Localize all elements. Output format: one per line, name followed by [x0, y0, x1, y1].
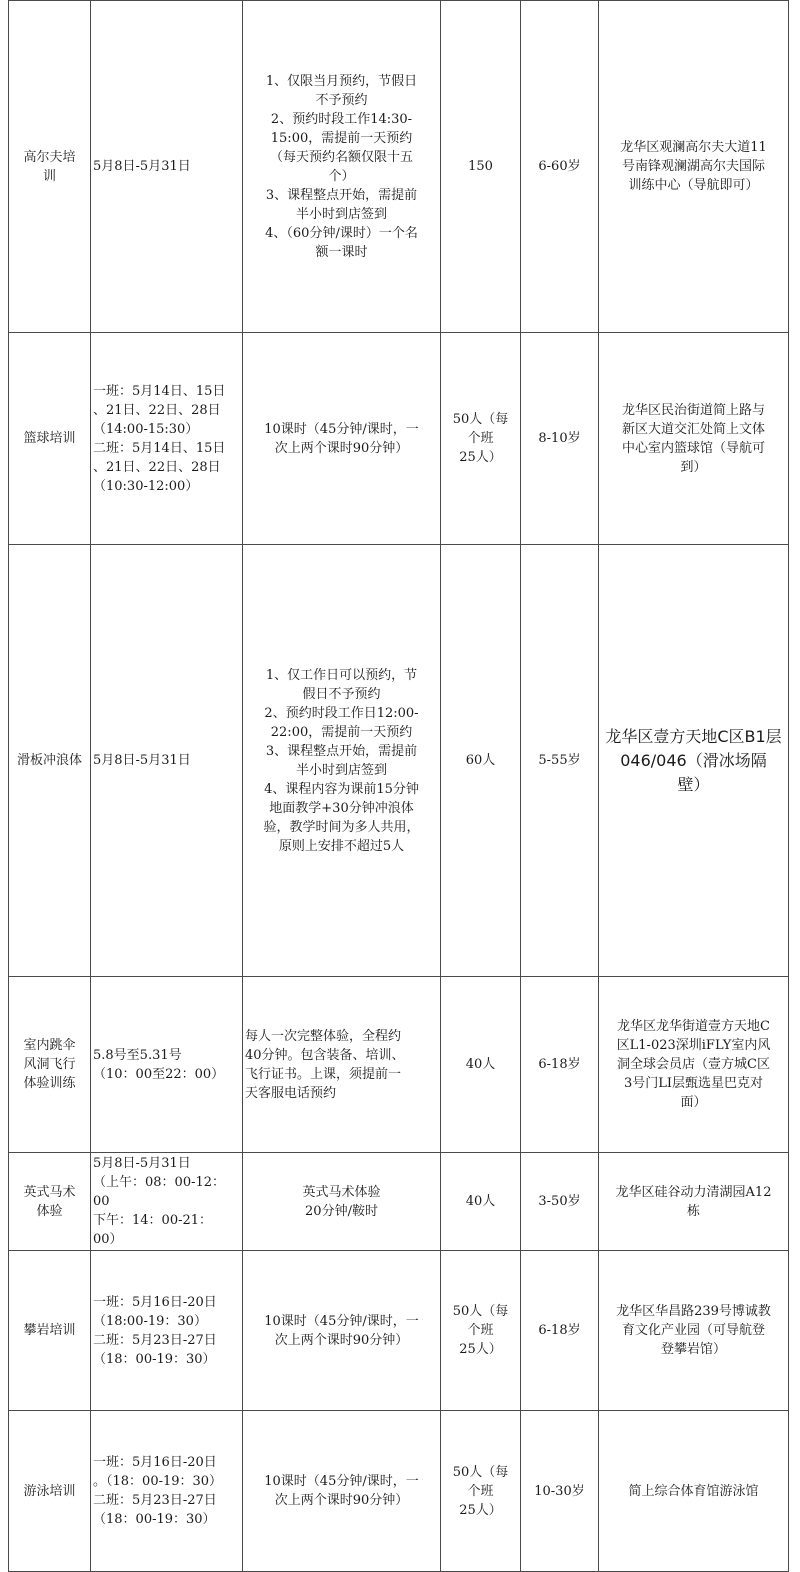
course-content-cell: [243, 545, 441, 977]
quota-line: 50人（每: [452, 1464, 509, 1480]
quota-line: 25人）: [459, 1342, 502, 1357]
address-line: 简上综合体育馆游泳馆: [628, 1483, 759, 1499]
schedule-date-line: 00）: [93, 1232, 123, 1247]
course-content-line: 2、预约时段工作14:30-: [270, 111, 413, 127]
quota-line: 50人（每: [452, 412, 509, 427]
address-line: 训练中心（导航即可）: [628, 178, 759, 193]
schedule-date-line: 、21日、22日、28日: [93, 459, 221, 475]
schedule-date-line: （14:00-15:30）: [93, 421, 199, 437]
schedule-date-line: 一班：5月14日、15日: [93, 383, 226, 399]
course-content-line: 假日不予预约: [302, 686, 381, 702]
address-cell: [599, 545, 789, 977]
quota-line: 个班: [467, 1483, 494, 1499]
table-row: [9, 1411, 789, 1572]
schedule-date-line: 二班：5月14日、15日: [93, 440, 226, 456]
activity-name-line: 室内跳伞: [23, 1038, 76, 1053]
age-range-cell: 6-60岁: [521, 1, 599, 333]
address-line: 3号门LI层甄选星巴克对: [623, 1076, 764, 1091]
address-cell: [599, 1, 789, 333]
schedule-date-line: 一班：5月16日-20日: [93, 1455, 217, 1470]
quota-cell: [441, 545, 521, 977]
schedule-date-line: 。（18：00-19：30）: [93, 1474, 223, 1489]
age-range-cell: 5-55岁: [521, 545, 599, 977]
activity-name-line: 风洞飞行: [23, 1057, 76, 1072]
course-content-cell: [243, 1411, 441, 1572]
age-range-cell: 6-18岁: [521, 1251, 599, 1411]
quota-line: 个班: [467, 1323, 494, 1338]
course-content-line: 1、仅工作日可以预约，节: [265, 667, 418, 683]
activity-name-line: 高尔夫培: [23, 149, 76, 165]
course-content-line: 天客服电话预约: [245, 1085, 337, 1101]
quota-line: 50人（每: [452, 1304, 509, 1319]
activity-name-cell: [9, 977, 91, 1153]
quota-cell: [441, 977, 521, 1153]
address-cell: [599, 1251, 789, 1411]
address-line: 龙华区壹方天地C区B1层: [605, 726, 782, 746]
course-content-line: 20分钟/鞍时: [305, 1203, 378, 1219]
course-content-line: 半小时到店签到: [295, 206, 387, 222]
course-content-line: 22:00，需提前一天预约: [270, 724, 413, 740]
course-content-line: 英式马术体验: [302, 1184, 381, 1200]
schedule-date-line: 00: [93, 1194, 110, 1209]
activity-name-cell: [9, 1251, 91, 1411]
schedule-date-line: 下午：14：00-21：: [93, 1213, 213, 1228]
quota-line: 60人: [465, 753, 496, 768]
address-line: 面）: [680, 1095, 707, 1110]
address-line: 号南锋观澜湖高尔夫国际: [621, 159, 765, 174]
schedule-date-line: 5.8号至5.31号: [93, 1047, 182, 1063]
address-line: 栋: [686, 1203, 700, 1219]
course-content-line: 不予预约: [315, 92, 368, 108]
table-row: [9, 545, 789, 977]
schedule-date-cell: [91, 1251, 243, 1411]
course-content-line: 3、课程整点开始，需提前: [265, 187, 418, 203]
address-line: 龙华区华昌路239号博诚教: [616, 1304, 771, 1319]
course-content-cell: [243, 977, 441, 1153]
schedule-date-line: （10：00至22：00）: [93, 1066, 225, 1082]
quota-cell: [441, 333, 521, 545]
address-line: 046/046（滑冰场隔: [620, 750, 767, 770]
course-content-line: 每人一次完整体验，全程约: [245, 1028, 402, 1044]
schedule-date-cell: [91, 977, 243, 1153]
schedule-date-cell: [91, 545, 243, 977]
course-content-line: 3、课程整点开始，需提前: [265, 743, 418, 759]
quota-cell: [441, 1251, 521, 1411]
quota-line: 25人）: [459, 450, 502, 465]
course-content-line: 飞行证书。上课，须提前一: [245, 1066, 402, 1082]
schedule-date-line: 5月8日-5月31日: [93, 1156, 191, 1171]
table-row: [9, 1153, 789, 1251]
quota-cell: [441, 1411, 521, 1572]
schedule-date-line: 一班：5月16日-20日: [93, 1294, 217, 1310]
course-content-line: 40分钟。包含装备、培训、: [245, 1047, 405, 1063]
table-row: [9, 1251, 789, 1411]
schedule-date-line: （18:00-19：30）: [93, 1313, 207, 1329]
schedule-date-line: 二班：5月23日-27日: [93, 1332, 217, 1348]
activity-name-line: 攀岩培训: [23, 1323, 76, 1338]
address-line: 到）: [680, 459, 707, 475]
address-cell: [599, 977, 789, 1153]
address-line: 龙华区龙华街道壹方天地C: [617, 1019, 770, 1034]
schedule-date-line: 二班：5月23日-27日: [93, 1493, 217, 1508]
course-content-line: 个）: [328, 168, 355, 184]
age-range-cell: 3-50岁: [521, 1153, 599, 1251]
address-line: 新区大道交汇处简上文体: [621, 421, 765, 437]
course-content-line: 额一课时: [315, 244, 368, 260]
course-content-line: 10课时（45分钟/课时，一: [264, 421, 419, 437]
address-line: 登攀岩馆）: [660, 1342, 726, 1357]
course-content-line: 次上两个课时90分钟）: [274, 440, 409, 456]
quota-line: 40人: [465, 1057, 496, 1072]
age-range-cell: 6-18岁: [521, 977, 599, 1153]
activity-name-cell: [9, 1411, 91, 1572]
activity-schedule-table: [8, 0, 789, 1572]
address-line: 壁）: [677, 774, 710, 794]
quota-line: 150: [468, 159, 493, 174]
quota-line: 个班: [467, 431, 494, 446]
table-row: [9, 977, 789, 1153]
schedule-date-line: （上午：08：00-12：: [93, 1175, 226, 1190]
activity-name-cell: [9, 1, 91, 333]
activity-name-line: 英式马术: [23, 1184, 76, 1200]
quota-cell: [441, 1, 521, 333]
address-line: 龙华区民治街道简上路与: [621, 402, 765, 418]
course-content-line: 2、预约时段工作日12:00-: [264, 705, 419, 721]
activity-name-line: 篮球培训: [23, 431, 76, 446]
schedule-date-cell: [91, 1153, 243, 1251]
activity-name-cell: [9, 333, 91, 545]
activity-name-line: 体验训练: [23, 1076, 76, 1091]
course-content-line: 10课时（45分钟/课时，一: [264, 1474, 419, 1489]
course-content-line: 4、课程内容为课前15分钟: [264, 781, 419, 797]
quota-line: 40人: [465, 1194, 496, 1209]
quota-cell: [441, 1153, 521, 1251]
address-line: 龙华区硅谷动力清湖园A12: [615, 1184, 772, 1200]
schedule-date-line: （18：00-19：30）: [93, 1351, 216, 1367]
address-cell: [599, 1411, 789, 1572]
course-content-line: 原则上安排不超过5人: [278, 838, 405, 854]
course-content-cell: [243, 333, 441, 545]
address-line: 龙华区观澜高尔夫大道11: [620, 140, 767, 155]
course-content-cell: [243, 1153, 441, 1251]
activity-name-line: 体验: [36, 1203, 63, 1219]
course-content-line: 4、（60分钟/课时）一个名: [265, 225, 418, 241]
schedule-date-cell: [91, 333, 243, 545]
schedule-date-line: （10:30-12:00）: [93, 478, 199, 494]
course-content-cell: [243, 1, 441, 333]
address-cell: [599, 1153, 789, 1251]
age-range-cell: 10-30岁: [521, 1411, 599, 1572]
course-content-line: 1、仅限当月预约，节假日: [265, 73, 418, 89]
course-content-line: 10课时（45分钟/课时，一: [264, 1313, 419, 1329]
address-line: 洞全球会员店（壹方城C区: [617, 1057, 770, 1072]
course-content-line: 验，教学时间为多人共用，: [263, 819, 420, 835]
course-content-line: 地面教学+30分钟冲浪体: [269, 800, 414, 816]
quota-line: 25人）: [459, 1502, 502, 1518]
course-content-line: 半小时到店签到: [295, 762, 387, 778]
course-content-line: （每天预约名额仅限十五: [269, 149, 413, 165]
schedule-date-line: 5月8日-5月31日: [93, 753, 191, 768]
course-content-line: 次上两个课时90分钟）: [274, 1493, 409, 1508]
activity-name-line: 游泳培训: [23, 1483, 76, 1499]
course-content-line: 次上两个课时90分钟）: [274, 1332, 409, 1348]
course-content-cell: [243, 1251, 441, 1411]
schedule-date-line: 、21日、22日、28日: [93, 402, 221, 418]
course-content-line: 15:00，需提前一天预约: [270, 130, 413, 146]
activity-name-line: 训: [42, 168, 56, 184]
activity-name-cell: [9, 545, 91, 977]
schedule-date-line: 5月8日-5月31日: [93, 159, 191, 174]
age-range-cell: 8-10岁: [521, 333, 599, 545]
activity-name-line: 滑板冲浪体: [16, 753, 82, 768]
schedule-date-cell: [91, 1, 243, 333]
schedule-date-cell: [91, 1411, 243, 1572]
address-line: 育文化产业园（可导航登: [621, 1323, 765, 1338]
address-line: 中心室内篮球馆（导航可: [621, 440, 765, 456]
table-row: [9, 1, 789, 333]
address-cell: [599, 333, 789, 545]
table-row: [9, 333, 789, 545]
address-line: 区L1-023深圳iFLY室内风: [616, 1038, 771, 1053]
activity-name-cell: [9, 1153, 91, 1251]
schedule-date-line: （18：00-19：30）: [93, 1512, 216, 1527]
